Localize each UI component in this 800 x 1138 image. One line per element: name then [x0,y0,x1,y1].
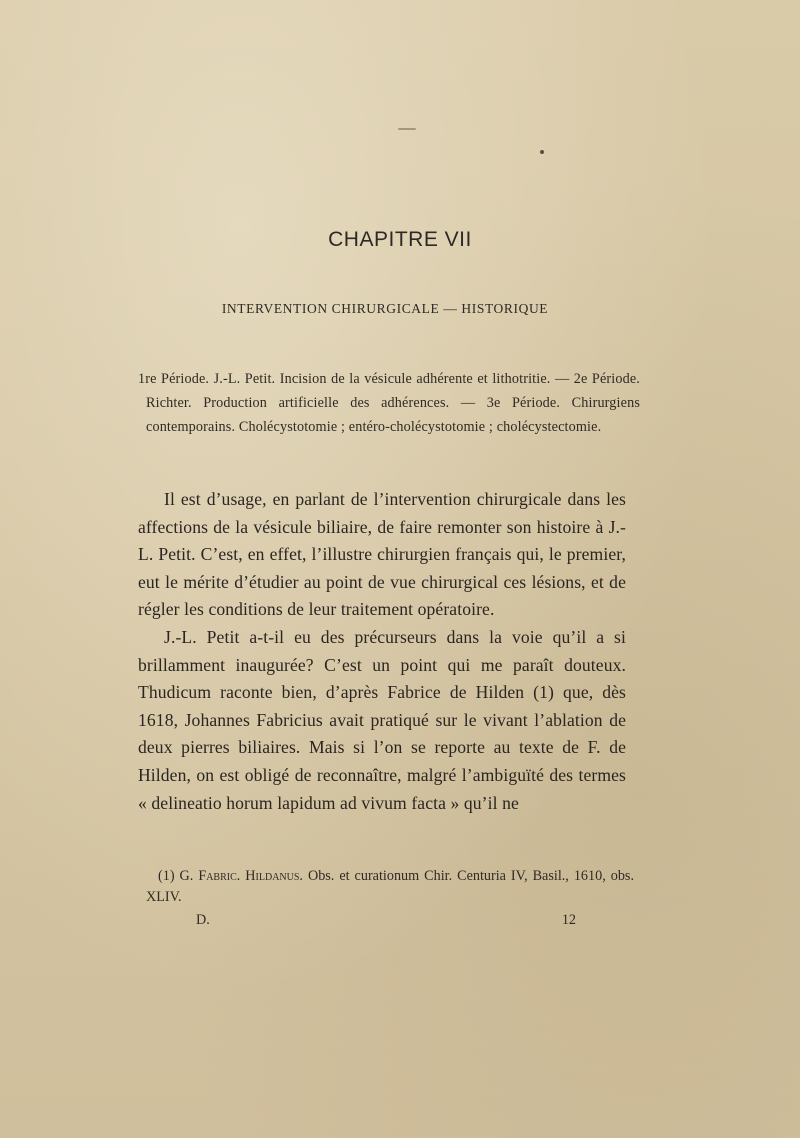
section-subtitle: INTERVENTION CHIRURGICALE — HISTORIQUE [221,301,549,316]
summary-text [138,367,640,439]
paper-stain [540,150,544,154]
footnote-text [146,866,634,908]
summary-content: 1re Période. J.-L. Petit. Incision de la vésicule adhérente et lithotritie. — 2e Période. Richter. Production artificielle des adhérences. — 3e Période. Chirurgiens contemporains. Cholécystotomie ; entéro-cholécystotomie ; cholécystectomie. [138,371,640,435]
footnote-marker: (1) G. [158,868,194,884]
paragraph-2: J.-L. Petit a-t-il eu des précurseurs dans la voie qu’il a si brillamment inaugurée? C’est un point qui me paraît douteux. Thudicum raconte bien, d’après Fabrice de Hilden (1) que, dès 1618, Johannes Fabricius avait pratiqué sur le vivant l’ablation de deux pierres biliaires. Mais si l’on se reporte au texte de F. de Hilden, on est obligé de reconnaître, malgré l’ambiguïté des termes « delineatio horum lapidum ad vivum facta » qu’il ne [138,626,626,813]
footnote [146,866,634,908]
footnote-author: Fabric. Hildanus. [198,868,303,884]
body-text [138,486,626,817]
signature-letter: D. [196,912,210,928]
paragraph-1: Il est d’usage, en parlant de l’intervention chirurgicale dans les affections de la vésicule biliaire, de faire remonter son histoire à J.-L. Petit. C’est, en effet, l’illustre chirurgien français qui, le premier, eut le mérite d’étudier au point de vue chirurgical ces lésions, et de régler les conditions de leur traitement opératoire. [138,489,626,620]
signature-number: 12 [561,912,576,928]
chapter-summary [138,367,640,439]
chapter-title: CHAPITRE VII [328,228,472,251]
footnote-rest: Obs. et curationum Chir. Centuria IV, Basil., 1610, obs. XLIV. [146,868,634,905]
paper-stain [398,128,416,130]
